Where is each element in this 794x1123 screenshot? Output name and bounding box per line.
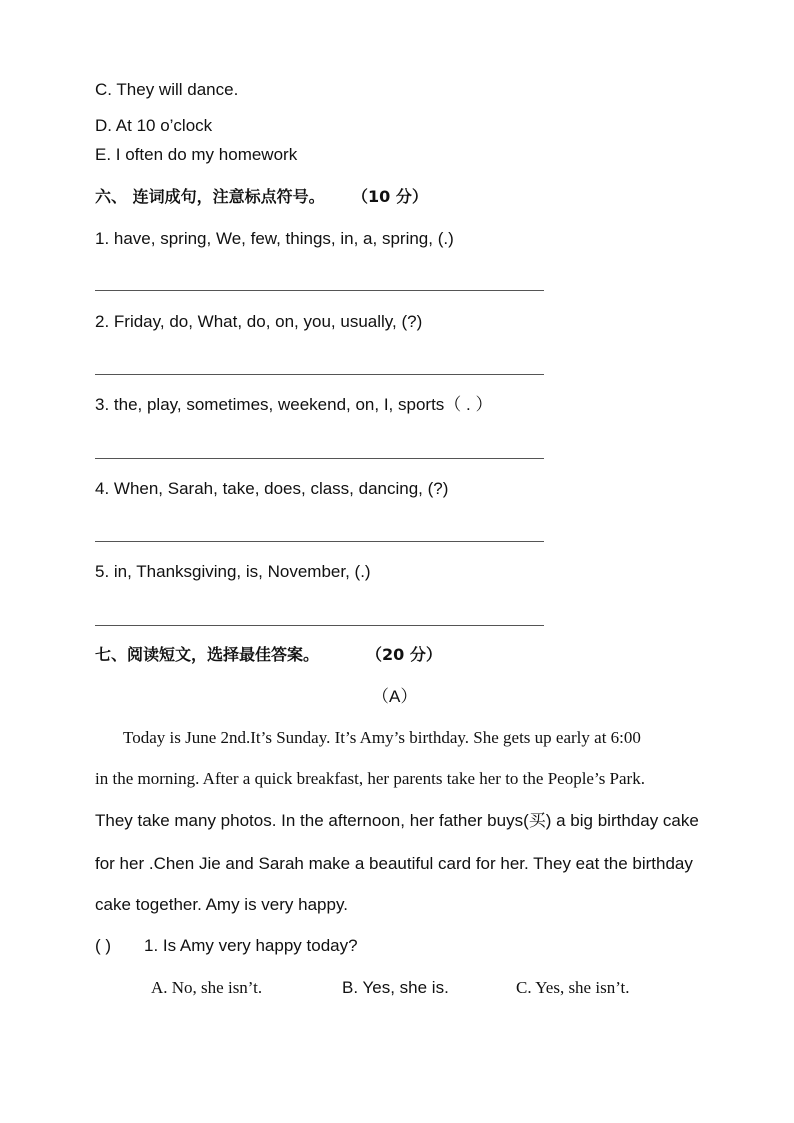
option-d: D. At 10 o’clock [95,116,213,135]
answer-line-1[interactable] [95,290,544,291]
passage-line-3: They take many photos. In the afternoon, her father buys(买) a big birthday cake [95,811,699,830]
section6-title: 六、 连词成句，注意标点符号。 [95,187,325,206]
question1-option-b[interactable]: B. Yes, she is. [342,978,449,997]
answer-line-4[interactable] [95,541,544,542]
passage-line-2: in the morning. After a quick breakfast, her parents take her to the People’s Park. [95,769,645,788]
question1-text: 1. Is Amy very happy today? [144,936,358,955]
section6-item-3: 3. the, play, sometimes, weekend, on, I, sports（ . ） [95,395,493,414]
answer-line-2[interactable] [95,374,544,375]
question1-answer-bracket[interactable]: ( ) [95,936,112,955]
section7-score: （20 分） [366,645,442,664]
passage-line-1 [123,728,641,748]
question1-option-a[interactable]: A. No, she isn’t. [151,978,263,997]
passage-line-4: for her .Chen Jie and Sarah make a beautiful card for her. They eat the birthday [95,854,693,873]
passage-line-1-text: Today is June 2nd.It’s Sunday. It’s Amy’s birthday. She gets up early at 6:00 [123,728,641,747]
answer-line-3[interactable] [95,458,544,459]
question1-option-c[interactable]: C. Yes, she isn’t. [516,978,630,997]
answer-line-5[interactable] [95,625,544,626]
option-c: C. They will dance. [95,80,239,99]
passage-label: （A） [372,687,418,706]
section6-item-2: 2. Friday, do, What, do, on, you, usually, (?) [95,312,423,331]
section6-item-4: 4. When, Sarah, take, does, class, dancing, (?) [95,479,449,498]
section7-title: 七、阅读短文，选择最佳答案。 [95,645,320,664]
section6-item-1: 1. have, spring, We, few, things, in, a, spring, (.) [95,229,454,248]
section6-item-5: 5. in, Thanksgiving, is, November, (.) [95,562,371,581]
passage-line-5: cake together. Amy is very happy. [95,895,348,914]
section6-score: （10 分） [352,187,428,206]
option-e: E. I often do my homework [95,145,298,164]
